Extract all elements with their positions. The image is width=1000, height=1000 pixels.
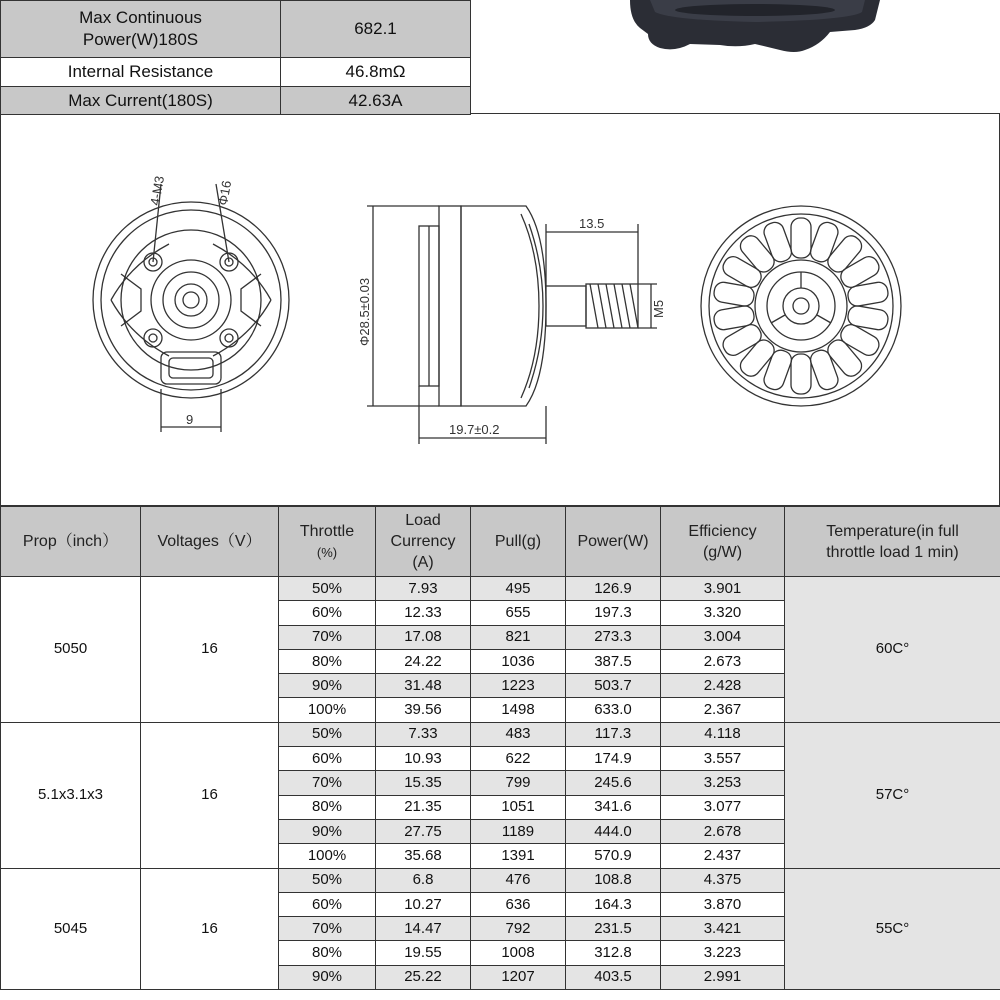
cell-eff: 3.077 <box>661 795 785 819</box>
cell-power: 341.6 <box>566 795 661 819</box>
cell-power: 108.8 <box>566 868 661 892</box>
cell-power: 273.3 <box>566 625 661 649</box>
spec-value: 46.8mΩ <box>281 58 471 87</box>
cell-throttle: 70% <box>279 771 376 795</box>
table-row <box>1 722 1000 746</box>
cell-pull: 799 <box>471 771 566 795</box>
cell-eff: 2.428 <box>661 674 785 698</box>
cell-current: 27.75 <box>376 819 471 843</box>
cell-power: 387.5 <box>566 649 661 673</box>
cell-power: 174.9 <box>566 747 661 771</box>
base-view <box>93 184 289 432</box>
cell-throttle: 100% <box>279 698 376 722</box>
cell-eff: 2.437 <box>661 844 785 868</box>
spec-label: Internal Resistance <box>1 58 281 87</box>
cell-current: 24.22 <box>376 649 471 673</box>
cell-pull: 655 <box>471 601 566 625</box>
cell-current: 14.47 <box>376 917 471 941</box>
table-body <box>1 577 1000 990</box>
motor-image <box>470 0 1000 114</box>
cell-eff: 2.678 <box>661 819 785 843</box>
cell-throttle: 90% <box>279 965 376 989</box>
cell-eff: 3.870 <box>661 892 785 916</box>
cell-pull: 1008 <box>471 941 566 965</box>
table-row <box>1 868 1000 892</box>
cell-throttle: 50% <box>279 868 376 892</box>
cell-current: 39.56 <box>376 698 471 722</box>
cell-current: 10.27 <box>376 892 471 916</box>
cell-temperature: 55C° <box>785 868 1000 989</box>
center-width-label: 9 <box>186 412 194 427</box>
cell-throttle: 70% <box>279 625 376 649</box>
cell-power: 164.3 <box>566 892 661 916</box>
cell-throttle: 90% <box>279 674 376 698</box>
cell-current: 7.33 <box>376 722 471 746</box>
technical-drawing <box>0 114 1000 506</box>
cell-voltage: 16 <box>141 577 279 723</box>
spec-value: 42.63A <box>281 87 471 115</box>
cell-pull: 483 <box>471 722 566 746</box>
cell-voltage: 16 <box>141 868 279 989</box>
cell-current: 31.48 <box>376 674 471 698</box>
shaft-thread-label: M5 <box>651 299 666 318</box>
spec-row <box>1 87 471 115</box>
body-diameter-label: Φ28.5±0.03 <box>357 277 372 346</box>
table-header-row <box>1 507 1000 577</box>
cell-current: 35.68 <box>376 844 471 868</box>
cell-current: 21.35 <box>376 795 471 819</box>
cell-power: 231.5 <box>566 917 661 941</box>
cell-current: 17.08 <box>376 625 471 649</box>
cell-pull: 1207 <box>471 965 566 989</box>
cell-power: 570.9 <box>566 844 661 868</box>
cell-pull: 1036 <box>471 649 566 673</box>
cell-pull: 1223 <box>471 674 566 698</box>
cell-current: 6.8 <box>376 868 471 892</box>
cell-current: 15.35 <box>376 771 471 795</box>
spec-section <box>0 0 1000 114</box>
spec-label: Max Current(180S) <box>1 87 281 115</box>
header-voltage: Voltages（V） <box>141 507 279 577</box>
cell-voltage: 16 <box>141 722 279 868</box>
cell-throttle: 100% <box>279 844 376 868</box>
header-efficiency: Efficiency (g/W) <box>661 507 785 577</box>
cell-eff: 3.253 <box>661 771 785 795</box>
spec-table <box>0 0 471 115</box>
cell-eff: 3.320 <box>661 601 785 625</box>
cell-temperature: 57C° <box>785 722 1000 868</box>
cell-power: 197.3 <box>566 601 661 625</box>
cell-pull: 1189 <box>471 819 566 843</box>
spec-row <box>1 1 471 58</box>
cell-power: 403.5 <box>566 965 661 989</box>
cell-eff: 2.673 <box>661 649 785 673</box>
cell-power: 633.0 <box>566 698 661 722</box>
cell-power: 245.6 <box>566 771 661 795</box>
dimension-drawing <box>1 114 999 505</box>
cell-prop: 5050 <box>1 577 141 723</box>
cell-throttle: 50% <box>279 722 376 746</box>
cell-throttle: 80% <box>279 649 376 673</box>
mount-holes-label: 4-M3 <box>147 174 168 207</box>
header-power: Power(W) <box>566 507 661 577</box>
cell-eff: 2.367 <box>661 698 785 722</box>
cell-power: 503.7 <box>566 674 661 698</box>
cell-eff: 3.421 <box>661 917 785 941</box>
cell-pull: 495 <box>471 577 566 601</box>
cell-current: 25.22 <box>376 965 471 989</box>
cell-pull: 1051 <box>471 795 566 819</box>
cell-current: 19.55 <box>376 941 471 965</box>
body-length-label: 19.7±0.2 <box>449 422 500 437</box>
top-view <box>701 206 901 406</box>
cell-eff: 4.375 <box>661 868 785 892</box>
cell-prop: 5.1x3.1x3 <box>1 722 141 868</box>
cell-power: 126.9 <box>566 577 661 601</box>
cell-temperature: 60C° <box>785 577 1000 723</box>
cell-throttle: 60% <box>279 747 376 771</box>
cell-eff: 3.004 <box>661 625 785 649</box>
cell-eff: 3.557 <box>661 747 785 771</box>
cell-eff: 3.901 <box>661 577 785 601</box>
cell-current: 10.93 <box>376 747 471 771</box>
header-temperature: Temperature(in full throttle load 1 min) <box>785 507 1000 577</box>
cell-pull: 476 <box>471 868 566 892</box>
spec-value: 682.1 <box>281 1 471 58</box>
cell-eff: 4.118 <box>661 722 785 746</box>
cell-throttle: 90% <box>279 819 376 843</box>
header-load-current: Load Currency (A) <box>376 507 471 577</box>
cell-throttle: 80% <box>279 795 376 819</box>
table-row <box>1 577 1000 601</box>
cell-pull: 1391 <box>471 844 566 868</box>
cell-current: 7.93 <box>376 577 471 601</box>
shaft-length-label: 13.5 <box>579 216 605 231</box>
cell-power: 444.0 <box>566 819 661 843</box>
cell-pull: 636 <box>471 892 566 916</box>
cell-throttle: 50% <box>279 577 376 601</box>
side-view <box>367 206 657 444</box>
cell-pull: 622 <box>471 747 566 771</box>
motor-photo <box>470 0 1000 114</box>
spec-label: Max Continuous Power(W)180S <box>1 1 281 58</box>
cell-throttle: 60% <box>279 892 376 916</box>
cell-throttle: 60% <box>279 601 376 625</box>
mount-diameter-label: Φ16 <box>215 179 235 207</box>
cell-power: 117.3 <box>566 722 661 746</box>
cell-pull: 821 <box>471 625 566 649</box>
cell-eff: 3.223 <box>661 941 785 965</box>
cell-pull: 792 <box>471 917 566 941</box>
header-pull: Pull(g) <box>471 507 566 577</box>
spec-row <box>1 58 471 87</box>
cell-throttle: 70% <box>279 917 376 941</box>
cell-prop: 5045 <box>1 868 141 989</box>
header-prop: Prop（inch） <box>1 507 141 577</box>
cell-power: 312.8 <box>566 941 661 965</box>
header-throttle: Throttle (%) <box>279 507 376 577</box>
performance-table <box>0 506 1000 990</box>
cell-current: 12.33 <box>376 601 471 625</box>
cell-throttle: 80% <box>279 941 376 965</box>
cell-eff: 2.991 <box>661 965 785 989</box>
cell-pull: 1498 <box>471 698 566 722</box>
